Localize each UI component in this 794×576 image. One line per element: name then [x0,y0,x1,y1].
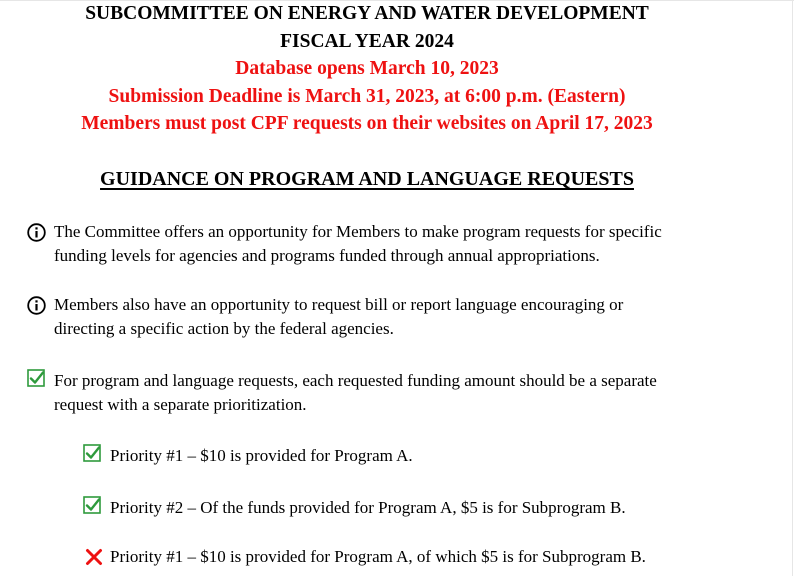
check-icon [27,369,46,388]
example-priority-1-incorrect: Priority #1 – $10 is provided for Program A, of which $5 is for Subprogram B. [110,547,646,566]
info-icon [27,296,46,315]
cross-icon [85,548,103,566]
page-title: SUBCOMMITTEE ON ENERGY AND WATER DEVELOPMENT [85,3,649,24]
fiscal-year: FISCAL YEAR 2024 [280,31,454,52]
example-priority-1-correct: Priority #1 – $10 is provided for Program A. [110,446,413,465]
bullet-line: Members also have an opportunity to request bill or report language encouraging or [54,295,624,314]
submission-deadline: Submission Deadline is March 31, 2023, at 6:00 p.m. (Eastern) [108,86,626,107]
bullet-separate-requests [54,369,657,417]
bullet-line: funding levels for agencies and programs funded through annual appropriations. [54,246,600,265]
bullet-line: For program and language requests, each requested funding amount should be a separate [54,371,657,390]
bullet-committee-offers [54,220,662,268]
example-priority-2-correct: Priority #2 – Of the funds provided for Program A, $5 is for Subprogram B. [110,498,626,517]
bullet-line: directing a specific action by the federal agencies. [54,319,394,338]
check-icon [83,496,102,515]
check-icon [83,444,102,463]
bullet-line: request with a separate prioritization. [54,395,307,414]
top-border [0,0,794,1]
database-opens: Database opens March 10, 2023 [235,58,499,79]
bullet-language-requests [54,293,623,341]
guidance-heading: GUIDANCE ON PROGRAM AND LANGUAGE REQUESTS [100,168,634,190]
right-border [792,0,793,576]
bullet-line: The Committee offers an opportunity for Members to make program requests for specific [54,222,662,241]
info-icon [27,223,46,242]
cpf-notice: Members must post CPF requests on their websites on April 17, 2023 [81,113,653,134]
